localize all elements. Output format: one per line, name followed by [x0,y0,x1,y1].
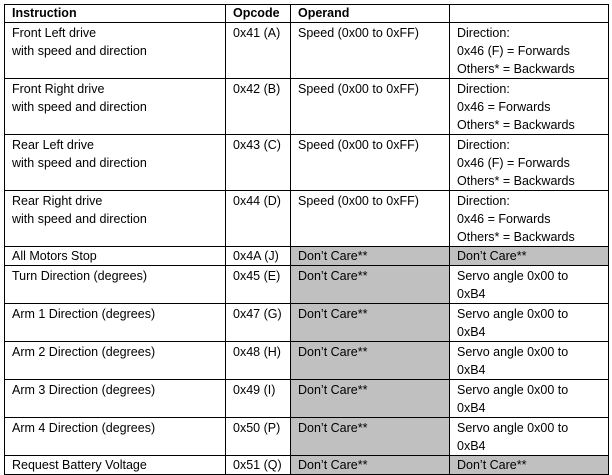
operand-cell: Speed (0x00 to 0xFF) [291,191,450,247]
opcode-cell: 0x4A (J) [226,247,291,266]
opcode-cell: 0x48 (H) [226,342,291,380]
instruction-cell [5,456,226,475]
operand-cell: Don’t Care** [291,304,450,342]
table-row [5,418,609,456]
instruction-text: with speed and direction [12,44,147,58]
operand-cell: Speed (0x00 to 0xFF) [291,23,450,79]
detail-text: Others* = Backwards [457,62,575,76]
header-extra [450,5,609,23]
opcode-cell: 0x49 (I) [226,380,291,418]
detail-cell [450,342,609,380]
detail-text: Direction: [457,82,510,96]
detail-text: 0xB4 [457,325,486,339]
detail-text: 0x46 = Forwards [457,212,551,226]
opcode-cell: 0x44 (D) [226,191,291,247]
opcode-cell: 0x43 (C) [226,135,291,191]
operand-cell: Don’t Care** [291,342,450,380]
header-row [5,5,609,23]
instruction-text: Turn Direction (degrees) [12,269,148,283]
instruction-cell [5,247,226,266]
instruction-cell [5,418,226,456]
table-row [5,135,609,191]
detail-cell [450,418,609,456]
instruction-text: with speed and direction [12,100,147,114]
detail-cell [450,456,609,475]
detail-text: Servo angle 0x00 to [457,269,569,283]
detail-cell [450,380,609,418]
detail-text: 0xB4 [457,287,486,301]
instruction-text: Rear Left drive [12,138,94,152]
detail-text: 0xB4 [457,401,486,415]
table-row [5,23,609,79]
instruction-text: Request Battery Voltage [12,458,147,472]
detail-text: 0xB4 [457,439,486,453]
operand-cell: Don’t Care** [291,380,450,418]
instruction-text: Arm 1 Direction (degrees) [12,307,156,321]
header-opcode: Opcode [226,5,291,23]
instruction-cell [5,380,226,418]
instruction-text: Arm 4 Direction (degrees) [12,421,156,435]
instruction-text: Arm 2 Direction (degrees) [12,345,156,359]
operand-cell: Don’t Care** [291,266,450,304]
detail-text: Don’t Care** [457,249,527,263]
detail-text: Don’t Care** [457,458,527,472]
table-row [5,266,609,304]
detail-text: Direction: [457,26,510,40]
detail-text: Servo angle 0x00 to [457,345,569,359]
opcode-cell: 0x45 (E) [226,266,291,304]
detail-text: Others* = Backwards [457,230,575,244]
opcode-cell: 0x51 (Q) [226,456,291,475]
detail-text: 0xB4 [457,363,486,377]
detail-text: Servo angle 0x00 to [457,383,569,397]
detail-text: Others* = Backwards [457,118,575,132]
operand-cell: Don’t Care** [291,418,450,456]
detail-text: 0x46 (F) = Forwards [457,156,570,170]
detail-cell [450,135,609,191]
instruction-cell [5,342,226,380]
detail-text: Servo angle 0x00 to [457,307,569,321]
detail-text: Direction: [457,138,510,152]
detail-cell [450,79,609,135]
operand-cell: Don’t Care** [291,247,450,266]
instruction-text: with speed and direction [12,212,147,226]
table-row [5,247,609,266]
table-row [5,380,609,418]
instruction-cell [5,23,226,79]
detail-text: 0x46 (F) = Forwards [457,44,570,58]
header-operand: Operand [291,5,450,23]
instruction-text: Rear Right drive [12,194,103,208]
opcode-cell: 0x41 (A) [226,23,291,79]
detail-text: Others* = Backwards [457,174,575,188]
table-row [5,79,609,135]
operand-cell: Don’t Care** [291,456,450,475]
instruction-cell [5,135,226,191]
table-row [5,304,609,342]
table-row [5,191,609,247]
detail-text: Servo angle 0x00 to [457,421,569,435]
instruction-text: Arm 3 Direction (degrees) [12,383,156,397]
instruction-text: with speed and direction [12,156,147,170]
opcode-cell: 0x50 (P) [226,418,291,456]
opcode-table [4,4,609,475]
instruction-text: Front Right drive [12,82,105,96]
table-row [5,342,609,380]
opcode-cell: 0x47 (G) [226,304,291,342]
instruction-text: All Motors Stop [12,249,97,263]
instruction-text: Front Left drive [12,26,97,40]
detail-cell [450,247,609,266]
detail-cell [450,23,609,79]
opcode-cell: 0x42 (B) [226,79,291,135]
detail-cell [450,266,609,304]
detail-text: 0x46 = Forwards [457,100,551,114]
detail-cell [450,191,609,247]
table-body [5,23,609,475]
table-row [5,456,609,475]
instruction-cell [5,79,226,135]
header-instruction: Instruction [5,5,226,23]
operand-cell: Speed (0x00 to 0xFF) [291,79,450,135]
instruction-cell [5,191,226,247]
instruction-cell [5,304,226,342]
instruction-cell [5,266,226,304]
detail-text: Direction: [457,194,510,208]
operand-cell: Speed (0x00 to 0xFF) [291,135,450,191]
detail-cell [450,304,609,342]
